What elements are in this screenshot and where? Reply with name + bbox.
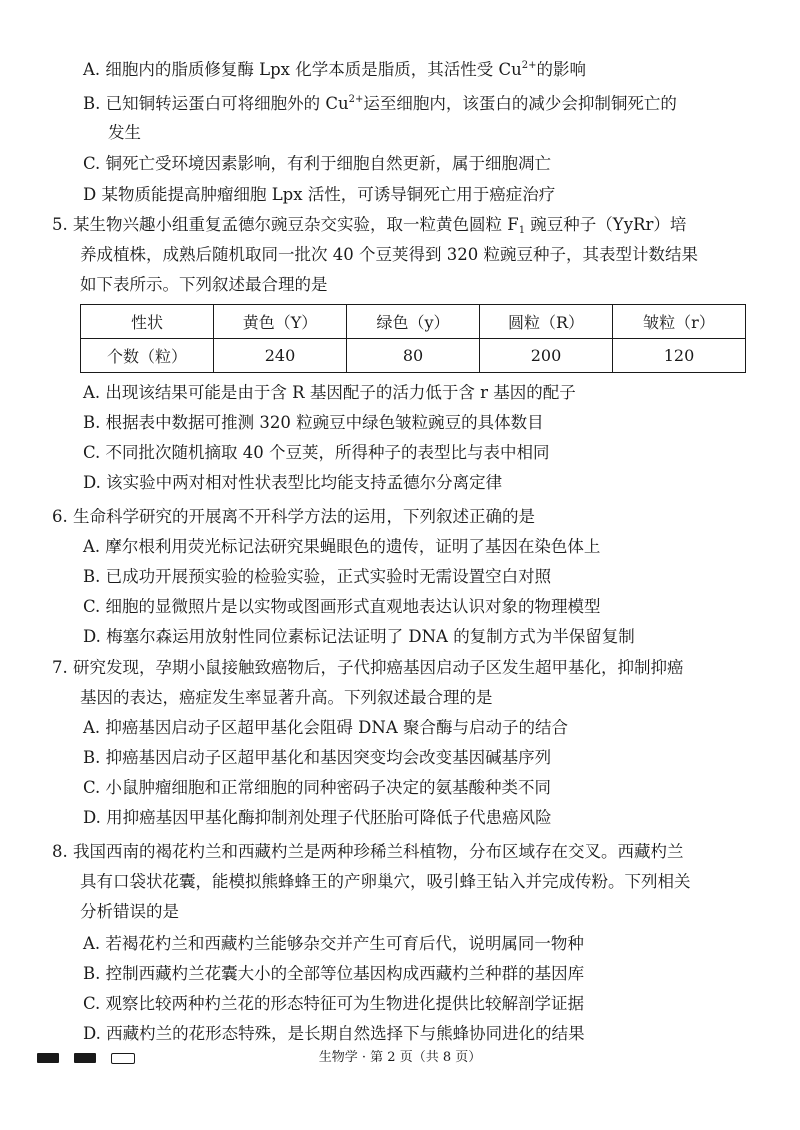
q6-option-b: B. 已成功开展预实验的检验实验，正式实验时无需设置空白对照 bbox=[83, 567, 552, 586]
trait-count-table bbox=[80, 304, 746, 373]
q5-stem-line1: 5. 某生物兴趣小组重复孟德尔豌豆杂交实验，取一粒黄色圆粒 $F_1$ 豌豆种子（YyRr）培 bbox=[52, 215, 687, 236]
table-header-cell: 圆粒（R） bbox=[480, 305, 613, 339]
table-cell: 120 bbox=[613, 339, 746, 373]
q6-option-c: C. 细胞的显微照片是以实物或图画形式直观地表达认识对象的物理模型 bbox=[83, 597, 601, 616]
q6-option-a: A. 摩尔根利用荧光标记法研究果蝇眼色的遗传，证明了基因在染色体上 bbox=[83, 537, 601, 556]
q8-option-b: B. 控制西藏杓兰花囊大小的全部等位基因构成西藏杓兰种群的基因库 bbox=[83, 964, 585, 983]
q7-option-a: A. 抑癌基因启动子区超甲基化会阻碍 DNA 聚合酶与启动子的结合 bbox=[83, 718, 568, 737]
table-header-cell: 黄色（Y） bbox=[214, 305, 347, 339]
q5-option-b: B. 根据表中数据可推测 320 粒豌豆中绿色皱粒豌豆的具体数目 bbox=[83, 413, 544, 432]
q5-stem-line2: 养成植株，成熟后随机取同一批次 40 个豆荚得到 320 粒豌豆种子，其表型计数结果 bbox=[80, 245, 698, 264]
table-row bbox=[81, 339, 746, 373]
table-cell: 240 bbox=[214, 339, 347, 373]
q7-option-b: B. 抑癌基因启动子区超甲基化和基因突变均会改变基因碱基序列 bbox=[83, 748, 552, 767]
table-header-cell: 皱粒（r） bbox=[613, 305, 746, 339]
q5-stem-line3: 如下表所示。下列叙述最合理的是 bbox=[80, 275, 328, 294]
q4-option-c: C. 铜死亡受环境因素影响，有利于细胞自然更新，属于细胞凋亡 bbox=[83, 154, 552, 173]
q4-option-d: D 某物质能提高肿瘤细胞 Lpx 活性，可诱导铜死亡用于癌症治疗 bbox=[83, 185, 556, 204]
q5-option-a: A. 出现该结果可能是由于含 R 基因配子的活力低于含 r 基因的配子 bbox=[83, 383, 576, 402]
q7-option-d: D. 用抑癌基因甲基化酶抑制剂处理子代胚胎可降低子代患癌风险 bbox=[83, 808, 552, 827]
q7-stem-line1: 7. 研究发现，孕期小鼠接触致癌物后，子代抑癌基因启动子区发生超甲基化，抑制抑癌 bbox=[52, 658, 684, 677]
table-cell: 个数（粒） bbox=[81, 339, 214, 373]
q4-option-a: A. 细胞内的脂质修复酶 Lpx 化学本质是脂质，其活性受 $Cu^{2+}$的影响 bbox=[83, 60, 586, 79]
q4-option-b-cont: 发生 bbox=[108, 123, 141, 142]
q8-option-a: A. 若褐花杓兰和西藏杓兰能够杂交并产生可育后代，说明属同一物种 bbox=[83, 934, 584, 953]
q5-option-c: C. 不同批次随机摘取 40 个豆荚，所得种子的表型比与表中相同 bbox=[83, 443, 550, 462]
q8-stem-line2: 具有口袋状花囊，能模拟熊蜂蜂王的产卵巢穴，吸引蜂王钻入并完成传粉。下列相关 bbox=[80, 872, 691, 891]
table-cell: 80 bbox=[347, 339, 480, 373]
q5-option-d: D. 该实验中两对相对性状表型比均能支持孟德尔分离定律 bbox=[83, 473, 503, 492]
q8-option-d: D. 西藏杓兰的花形态特殊，是长期自然选择下与熊蜂协同进化的结果 bbox=[83, 1024, 585, 1043]
q6-stem: 6. 生命科学研究的开展离不开科学方法的运用，下列叙述正确的是 bbox=[52, 507, 535, 526]
table-cell: 200 bbox=[480, 339, 613, 373]
q8-option-c: C. 观察比较两种杓兰花的形态特征可为生物进化提供比较解剖学证据 bbox=[83, 994, 585, 1013]
page-footer: 生物学 · 第 2 页（共 8 页） bbox=[318, 1050, 482, 1065]
q8-stem-line3: 分析错误的是 bbox=[80, 902, 179, 921]
q4-option-b: B. 已知铜转运蛋白可将细胞外的 $Cu^{2+}$运至细胞内，该蛋白的减少会抑制铜死亡的 bbox=[83, 94, 677, 113]
table-header-cell: 绿色（y） bbox=[347, 305, 480, 339]
q7-option-c: C. 小鼠肿瘤细胞和正常细胞的同种密码子决定的氨基酸种类不同 bbox=[83, 778, 552, 797]
table-header-cell: 性状 bbox=[81, 305, 214, 339]
q7-stem-line2: 基因的表达，癌症发生率显著升高。下列叙述最合理的是 bbox=[80, 688, 493, 707]
q8-stem-line1: 8. 我国西南的褐花杓兰和西藏杓兰是两种珍稀兰科植物，分布区域存在交叉。西藏杓兰 bbox=[52, 842, 684, 861]
table-header-row bbox=[81, 305, 746, 339]
q6-option-d: D. 梅塞尔森运用放射性同位素标记法证明了 DNA 的复制方式为半保留复制 bbox=[83, 627, 635, 646]
